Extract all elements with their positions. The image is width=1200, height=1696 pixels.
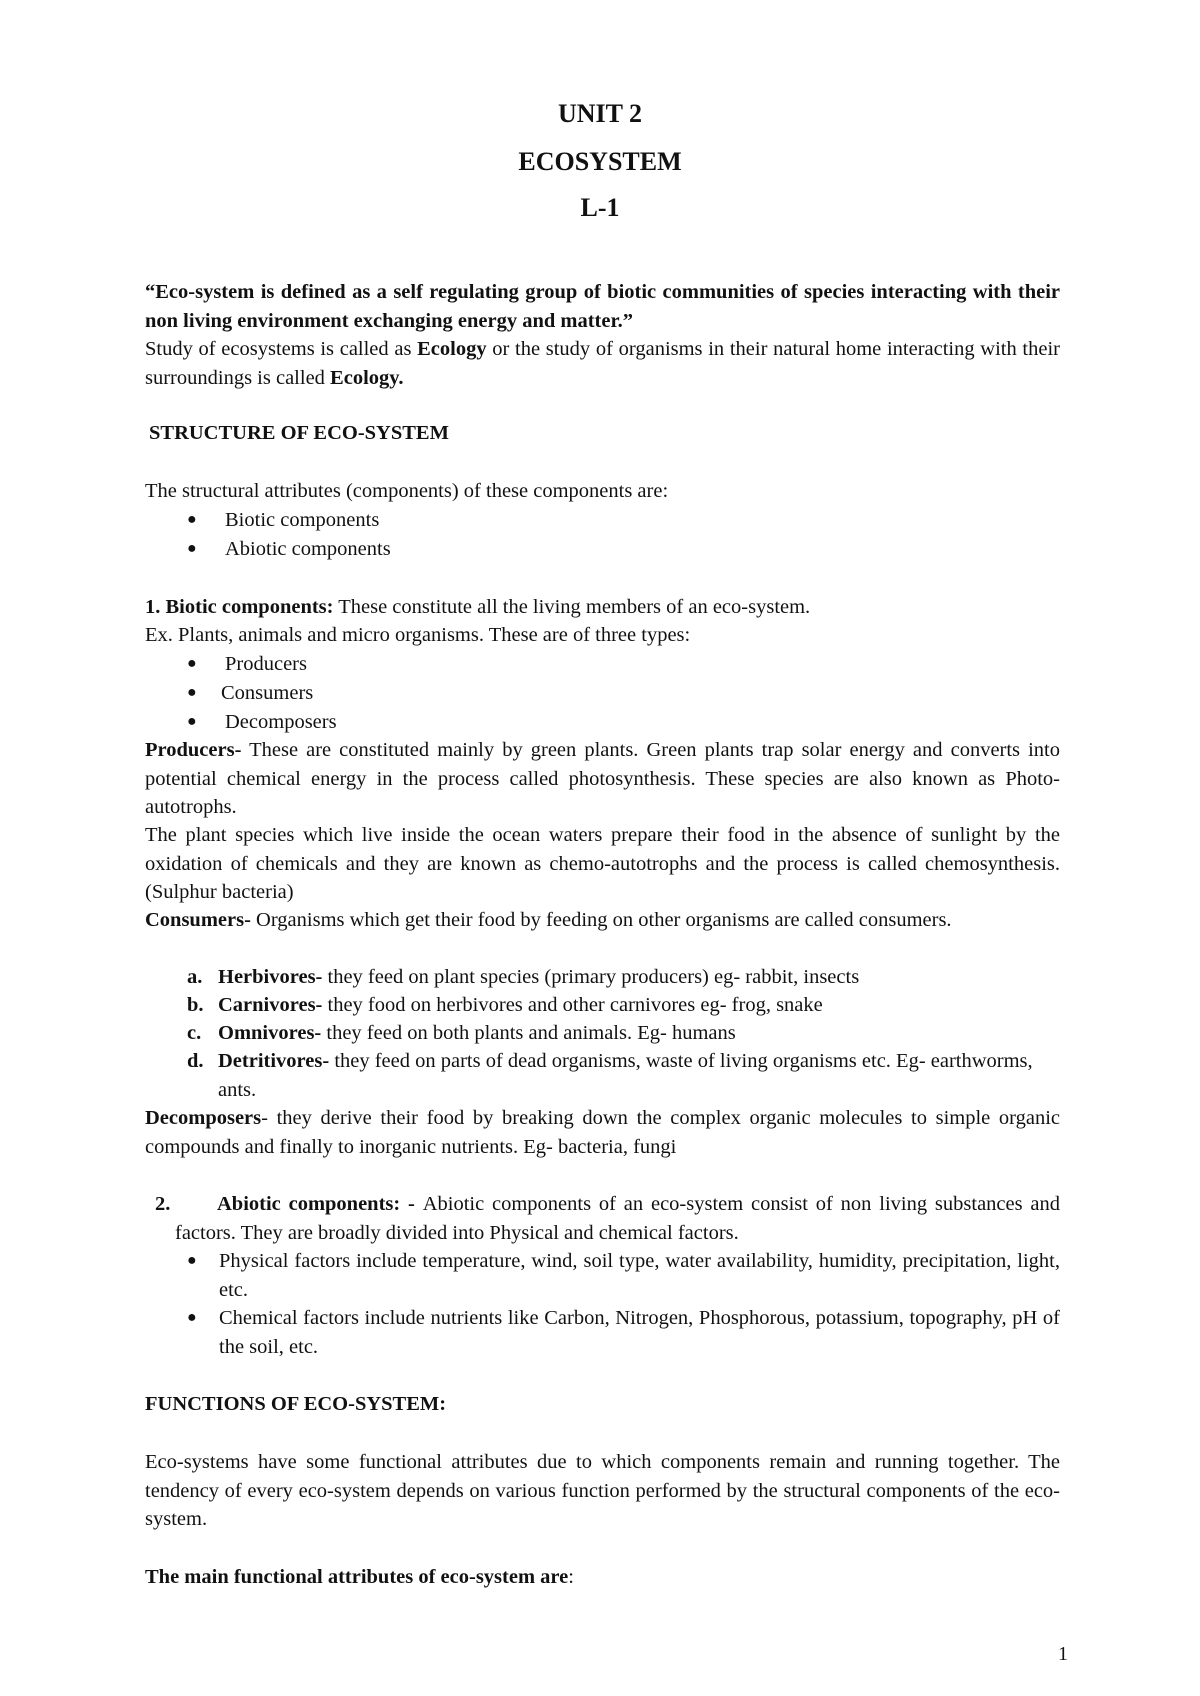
bullet-icon: ●: [187, 540, 197, 557]
abiotic-paragraph: 2. Abiotic components: - Abiotic components of an eco-system consist of non living substances and factors. They are broadly divided into Physical and chemical factors.: [155, 1190, 1060, 1247]
bullet-icon: ●: [187, 655, 197, 672]
abiotic-label: Abiotic components:: [217, 1193, 401, 1215]
abiotic-number: 2.: [155, 1193, 171, 1215]
bullet-icon: ●: [187, 684, 197, 701]
biotic-label: 1. Biotic components:: [145, 596, 334, 618]
chemosynthesis-paragraph: The plant species which live inside the ocean waters prepare their food in the absence of sunlight by the oxidation of chemicals and they are known as chemo-autotrophs and the process is called chemosynthesis. (Sulphur bacteria): [145, 824, 1060, 903]
structure-heading: STRUCTURE OF ECO-SYSTEM: [149, 422, 449, 444]
biotic-intro: 1. Biotic components: These constitute all the living members of an eco-system.: [145, 596, 811, 618]
ecology-definition: Study of ecosystems is called as Ecology or the study of organisms in their natural home interacting with their surroundings is called Ecology.: [145, 338, 1060, 389]
decomposers-paragraph: Decomposers- they derive their food by breaking down the complex organic molecules to simple organic compounds and finally to inorganic nutrients. Eg- bacteria, fungi: [145, 1107, 1060, 1158]
main-attributes-heading: The main functional attributes of eco-system are:: [145, 1566, 574, 1588]
lecture-title: L-1: [580, 193, 620, 222]
consumers-paragraph: Consumers- Organisms which get their food by feeding on other organisms are called consumers.: [145, 909, 952, 931]
abiotic-factors-list: ● Physical factors include temperature, wind, soil type, water availability, humidity, precipitation, light, etc. ● Chemical factors include nutrients like Carbon, Nitrogen, Phosphorous, potassium, topography, pH of the soil, etc.: [145, 1247, 1060, 1361]
structure-list: ● Biotic components ● Abiotic components: [145, 506, 1060, 564]
definition-quote: “Eco-system is defined as a self regulating group of biotic communities of species interacting with their non living environment exchanging energy and matter.”: [145, 281, 1060, 332]
biotic-types-list: ● Producers ● Consumers ● Decomposers: [145, 650, 1060, 736]
biotic-example: Ex. Plants, animals and micro organisms. These are of three types:: [145, 624, 691, 646]
functions-heading: FUNCTIONS OF ECO-SYSTEM:: [145, 1393, 447, 1415]
topic-title: ECOSYSTEM: [518, 147, 682, 176]
consumer-types-list: a. Herbivores- they feed on plant species (primary producers) eg- rabbit, insects b. Carnivores- they food on herbivores and other carnivores eg- frog, snake c. Omnivores- they feed on both plants and animals. Eg- humans d. Detritivores- they feed on parts of dead organisms, waste of living organisms etc. Eg- earthworms, ants.: [187, 966, 1033, 1101]
bullet-icon: ●: [187, 1309, 197, 1326]
bullet-icon: ●: [187, 511, 197, 528]
producers-paragraph: Producers- These are constituted mainly by green plants. Green plants trap solar energy and converts into potential chemical energy in the process called photosynthesis. These species are also known as Photo- autotrophs.: [145, 739, 1060, 818]
structure-intro: The structural attributes (components) of these components are:: [145, 480, 669, 502]
producers-label: Producers-: [145, 739, 242, 761]
decomposers-label: Decomposers: [145, 1107, 262, 1129]
unit-title: UNIT 2: [557, 99, 643, 128]
bullet-icon: ●: [187, 1252, 197, 1269]
bullet-icon: ●: [187, 713, 197, 730]
ecology-term: Ecology: [417, 338, 487, 360]
consumers-label: Consumers-: [145, 909, 251, 931]
ecology-term-2: Ecology.: [330, 366, 404, 389]
functions-paragraph: Eco-systems have some functional attributes due to which components remain and running together. The tendency of every eco-system depends on various function performed by the structural components of the eco-system.: [145, 1451, 1060, 1530]
page-number: 1: [1058, 1643, 1068, 1665]
